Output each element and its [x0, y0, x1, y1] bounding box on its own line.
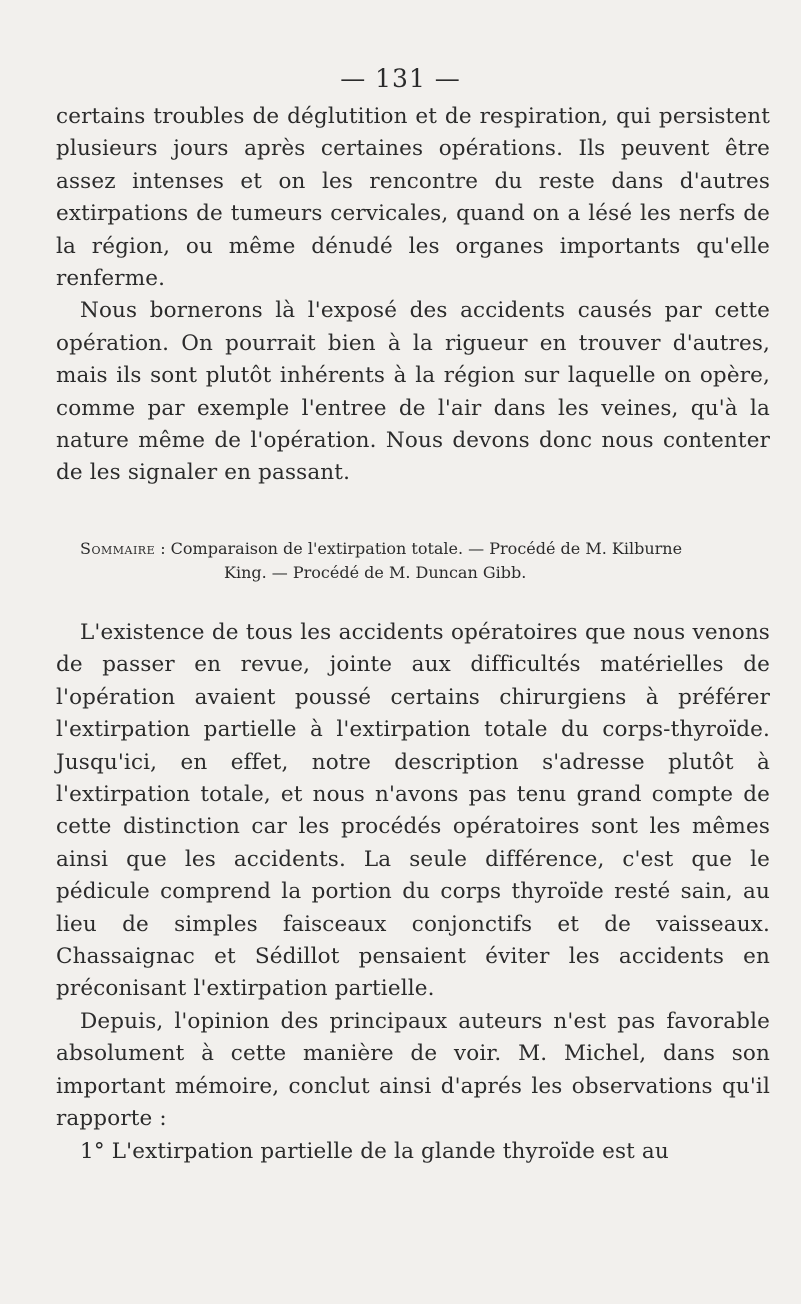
summary-line-2: King. — Procédé de M. Duncan Gibb. [224, 563, 527, 582]
paragraph-michel-opinion: Depuis, l'opinion des principaux auteurs n'est pas favorable absolument à cette manière de voir. M. Michel, dans son important mémoire, conclut ainsi d'aprés les observations qu'il rapporte : [56, 1008, 770, 1132]
summary-label: Sommaire [80, 539, 156, 558]
text-block-top [56, 101, 770, 490]
section-summary [80, 537, 770, 585]
paragraph-conclusion-1: 1° L'extirpation partielle de la glande thyroïde est au [80, 1138, 669, 1164]
paragraph-accidents-conclusion: Nous bornerons là l'exposé des accidents causés par cette opération. On pourrait bien à la rigueur en trouver d'autres, mais ils sont plutôt inhérents à la région sur laquelle on opère, comme par exemple l'entree de l'air dans les veines, qu'à la nature même de l'opération. Nous devons donc nous contenter de les signaler en passant. [56, 298, 770, 486]
page-number: — 131 — [340, 64, 461, 93]
summary-line-1 [80, 537, 770, 561]
paragraph-partial-extirpation: L'existence de tous les accidents opératoires que nous venons de passer en revue, jointe aux difficultés matérielles de l'opération avaient poussé certains chirurgiens à préférer l'extirpation partielle à l'extirpation totale du corps-thyroïde. Jusqu'ici, en effet, notre description s'adresse plutôt à l'extirpation totale, et nous n'avons pas tenu grand compte de cette distinction car les procédés opératoires sont les mêmes ainsi que les accidents. La seule différence, c'est que le pédicule comprend la portion du corps thyroïde resté sain, au lieu de simples faisceaux conjonctifs et de vaisseaux. Chassaignac et Sédillot pensaient éviter les accidents en préconisant l'extirpation partielle. [56, 620, 770, 1002]
paragraph-continuation: certains troubles de déglutition et de respiration, qui persistent plusieurs jours après certaines opérations. Ils peuvent être assez intenses et on les rencontre du reste dans d'autres extirpations de tumeurs cervicales, quand on a lésé les nerfs de la région, ou même dénudé les organes importants qu'elle renferme. [56, 104, 770, 292]
text-block-bottom [56, 617, 770, 1168]
summary-text-1: : Comparaison de l'extirpation totale. — Procédé de M. Kilburne [155, 539, 683, 558]
